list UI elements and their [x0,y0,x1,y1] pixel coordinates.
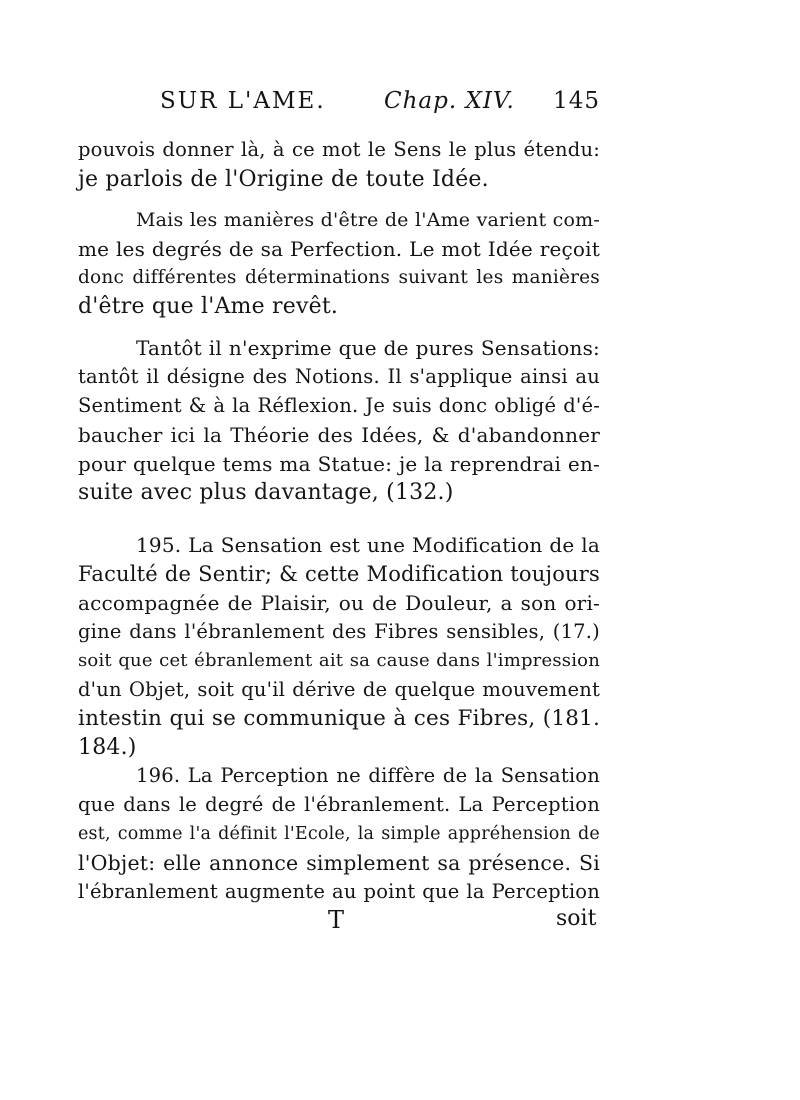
text-line: Sentiment & à la Réflexion. Je suis donc obligé d'é- [78,394,600,417]
chapter-label: Chap. XIV. [384,88,515,114]
text-line: suite avec plus davantage, (132.) [78,480,454,505]
text-line: d'être que l'Ame revêt. [78,294,339,319]
text-line: 196. La Perception ne diffère de la Sensation [136,764,600,787]
text-line: baucher ici la Théorie des Idées, & d'abandonner [78,423,600,447]
text-line: donc différentes déterminations suivant les manières [78,267,600,288]
text-line: gine dans l'ébranlement des Fibres sensibles, (17.) [78,620,600,643]
text-line: pouvois donner là, à ce mot le Sens le plus étendu: [78,138,600,161]
signature-mark: T [328,906,345,934]
text-line: me les degrés de sa Perfection. Le mot Idée reçoit [78,237,600,261]
text-line: je parlois de l'Origine de toute Idée. [78,167,489,192]
text-line: accompagnée de Plaisir, ou de Douleur, a son ori- [78,591,600,615]
text-line: soit que cet ébranlement ait sa cause dans l'impression [78,650,600,671]
text-line: que dans le degré de l'ébranlement. La Perception [78,793,600,816]
text-line: 195. La Sensation est une Modification de la [136,533,600,557]
text-line: d'un Objet, soit qu'il dérive de quelque mouvement [78,678,600,701]
text-line: est, comme l'a définit l'Ecole, la simple appréhension de [78,824,600,844]
text-line: tantôt il désigne des Notions. Il s'applique ainsi au [78,365,600,388]
text-line: intestin qui se communique à ces Fibres, (181. [78,706,600,731]
catchword: soit [556,906,597,931]
text-line: l'ébranlement augmente au point que la Perception [78,880,600,903]
text-line: 184.) [78,735,137,760]
text-line: Faculté de Sentir; & cette Modification toujours [78,562,600,586]
text-line: l'Objet: elle annonce simplement sa présence. Si [78,851,600,875]
text-line: Mais les manières d'être de l'Ame varient com- [136,209,600,231]
text-line: pour quelque tems ma Statue: je la reprendrai en- [78,452,600,476]
running-title: SUR L'AME. [160,88,326,114]
page-number: 145 [553,88,600,114]
text-line: Tantôt il n'exprime que de pures Sensations: [136,336,600,360]
